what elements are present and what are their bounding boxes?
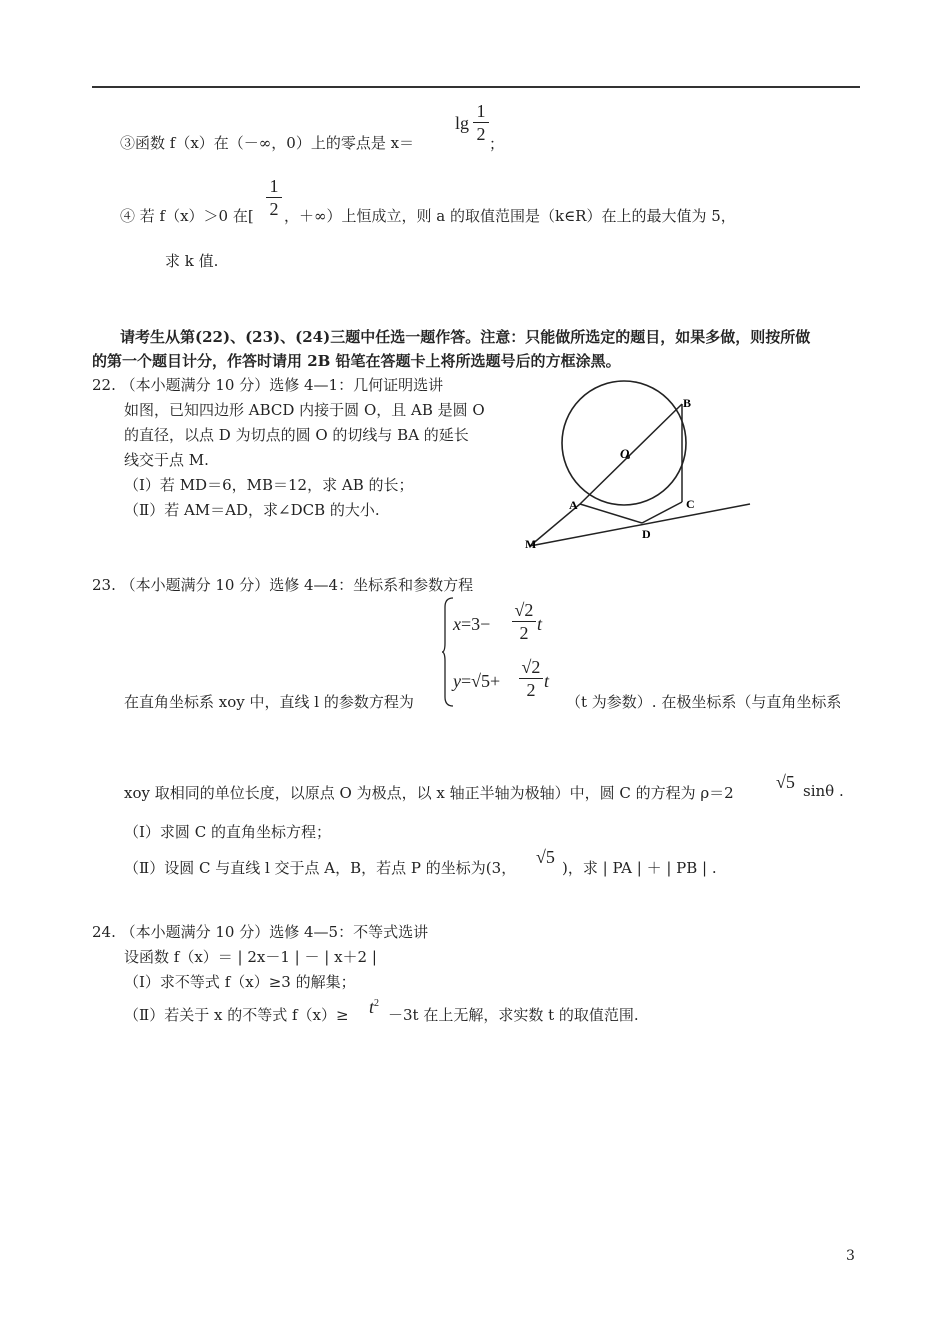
eq1-rhs: =3−: [461, 614, 491, 634]
q22-figure: [518, 378, 758, 553]
notice-line1: 请考生从第(22)、(23)、(24)三题中任选一题作答。注意：只能做所选定的题目，如果多做，则按所做: [120, 328, 811, 346]
eq1-t: t: [537, 614, 543, 634]
item4-post: ，＋∞）上恒成立，则 a 的取值范围是（k∈R）在上的最大值为 5，: [284, 207, 736, 225]
segment-ad: [580, 504, 642, 523]
q23-line2-pre: xoy 取相同的单位长度，以原点 O 为极点，以 x 轴正半轴为极轴）中，圆 C 的方程为 ρ＝2: [124, 784, 734, 802]
q22-line2: 的直径，以点 D 为切点的圆 O 的切线与 BA 的延长: [124, 426, 469, 444]
eq2-frac-num: √2: [521, 657, 541, 677]
eq1-frac-den: 2: [519, 623, 529, 643]
eq1-lhs: x: [453, 614, 461, 634]
eq2-frac-den: 2: [526, 680, 536, 700]
q22-line1: 如图，已知四边形 ABCD 内接于圆 O，且 AB 是圆 O: [124, 401, 485, 419]
label-o: O: [620, 446, 630, 461]
q23-line-pre: 在直角坐标系 xoy 中，直线 l 的参数方程为: [124, 693, 414, 711]
page-number: 3: [846, 1248, 855, 1264]
q23-part2-sqrt: √5: [536, 847, 555, 867]
q23-part2-post: )，求 | PA | ＋ | PB | .: [562, 859, 717, 877]
label-d: D: [642, 527, 651, 541]
q24-header: 24. （本小题满分 10 分）选修 4—5：不等式选讲: [92, 923, 429, 941]
q22-part2: （Ⅱ）若 AM＝AD，求∠DCB 的大小.: [124, 501, 380, 519]
eq2: [453, 671, 500, 692]
item4-fraction: [266, 176, 282, 219]
notice-line2: 的第一个题目计分，作答时请用 2B 铅笔在答题卡上将所选题号后的方框涂黑。: [92, 352, 621, 370]
item3-frac-num: 1: [476, 101, 486, 121]
eq2-t: t: [544, 671, 550, 691]
circle-o: [562, 381, 686, 505]
item3-lg: lg: [455, 113, 470, 133]
eq2-lhs: y: [453, 671, 461, 691]
q22-line3: 线交于点 M.: [124, 451, 209, 469]
tangent-line: [530, 504, 750, 546]
fraction-bar: [473, 122, 489, 123]
label-a: A: [569, 498, 578, 512]
item3-fraction: [473, 101, 489, 144]
label-m: M: [525, 537, 537, 551]
q23-header: 23. （本小题满分 10 分）选修 4—4：坐标系和参数方程: [92, 576, 474, 594]
q24-part1: （Ⅰ）求不等式 f（x）≥3 的解集；: [124, 973, 356, 991]
item4-line2: 求 k 值.: [165, 252, 219, 270]
item4-frac-den: 2: [269, 199, 279, 219]
q24-sup: 2: [374, 998, 380, 1009]
item3-frac-den: 2: [476, 124, 486, 144]
eq1: [453, 614, 490, 635]
fraction-bar: [519, 678, 543, 679]
eq2-rhs: =√5+: [461, 671, 501, 691]
q24-line1: 设函数 f（x）＝ | 2x－1 | － | x＋2 |: [124, 948, 377, 966]
q22-header: 22. （本小题满分 10 分）选修 4—1：几何证明选讲: [92, 376, 444, 394]
item3-tail: ；: [489, 135, 505, 153]
q22-part1: （Ⅰ）若 MD＝6，MB＝12，求 AB 的长；: [124, 476, 414, 494]
eq1-fraction: [512, 600, 536, 643]
label-b: B: [683, 396, 692, 410]
fraction-bar: [266, 197, 282, 198]
label-c: C: [686, 497, 695, 511]
q23-sqrt5: √5: [776, 772, 795, 792]
eq2-fraction: [519, 657, 543, 700]
q24-part2-t: [369, 997, 379, 1018]
q23-line-post: （t 为参数）. 在极坐标系（与直角坐标系: [566, 693, 842, 711]
item3-text: ③函数 f（x）在（－∞，0）上的零点是 x＝: [120, 134, 415, 152]
q23-part1: （Ⅰ）求圆 C 的直角坐标方程；: [124, 823, 331, 841]
q24-part2-post: －3t 在上无解，求实数 t 的取值范围.: [388, 1006, 639, 1024]
q23-line2-post: sinθ .: [803, 782, 844, 800]
header-rule: [92, 86, 860, 88]
q23-part2-pre: （Ⅱ）设圆 C 与直线 l 交于点 A，B，若点 P 的坐标为(3，: [124, 859, 517, 877]
item4-frac-num: 1: [269, 176, 279, 196]
q24-part2-pre: （Ⅱ）若关于 x 的不等式 f（x）≥: [124, 1006, 349, 1024]
eq1-frac-num: √2: [514, 600, 534, 620]
item4-pre: ④ 若 f（x）＞0 在[: [120, 207, 254, 225]
segment-cd: [642, 502, 682, 523]
fraction-bar: [512, 621, 536, 622]
q24-t: t: [369, 997, 375, 1017]
